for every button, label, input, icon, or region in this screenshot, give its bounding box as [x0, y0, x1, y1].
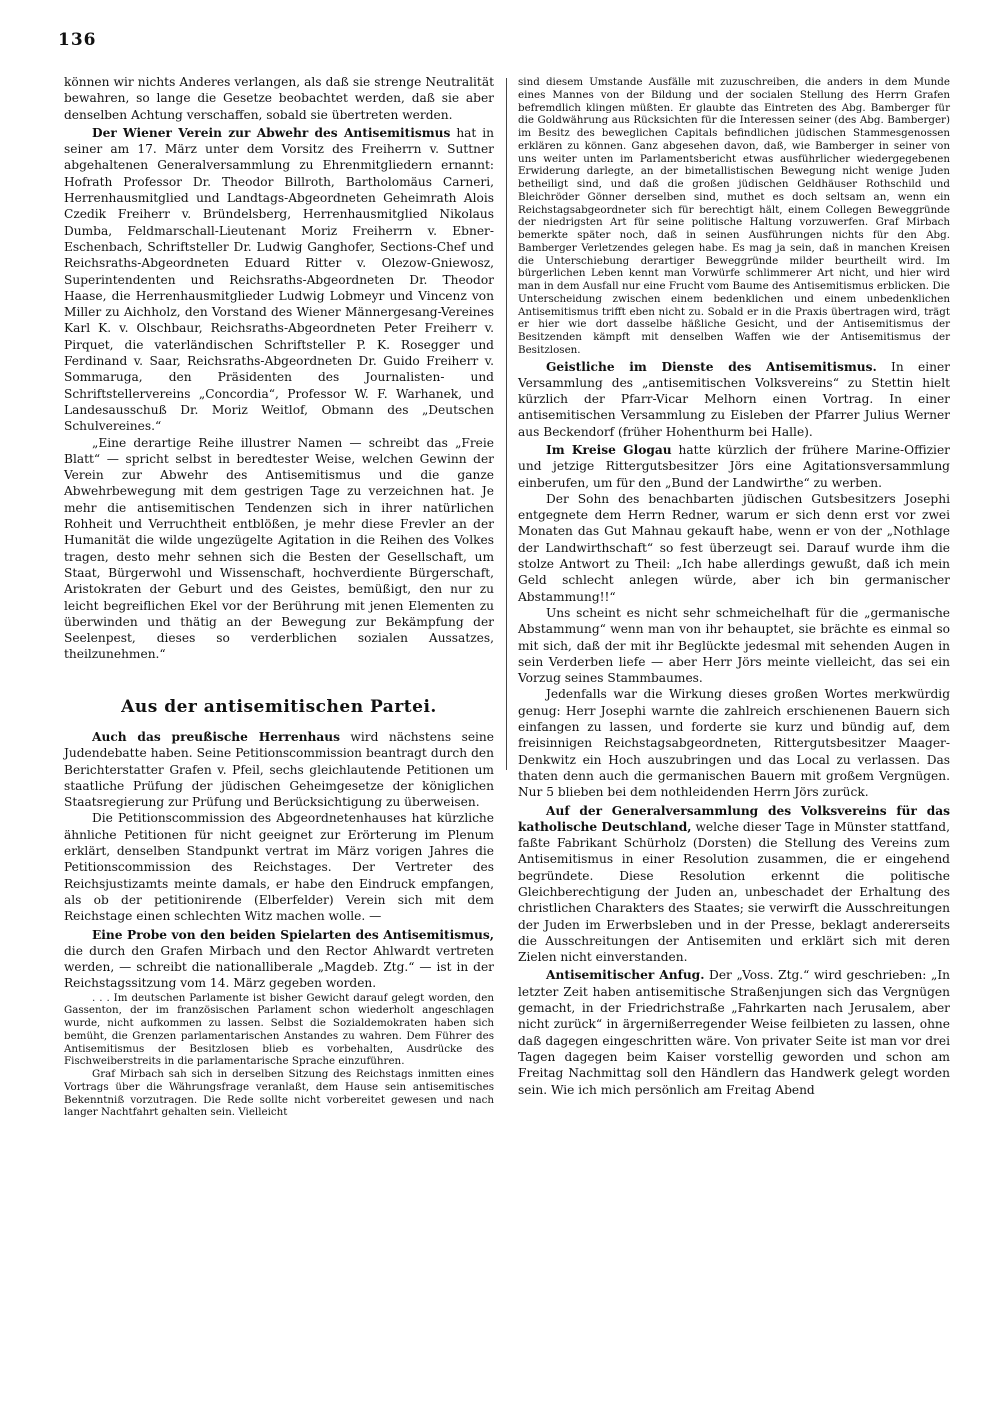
article-lead: Eine Probe von den beiden Spielarten des Antisemitismus,	[92, 927, 494, 942]
paragraph: Die Petitionscommission des Abgeordnetenhauses hat kürzliche ähnliche Petitionen für nicht geeignet zur Erörterung im Plenum erklärt, denselben Standpunkt vertrat im März vorigen Jahres die Petitionscommission des Reichstages. Der Vertreter des Reichsjustizamts meinte damals, er habe den Eindruck empfangen, als ob der petitionirende (Elberfelder) Verein sich mit dem Reichstage einen schlechten Witz machen wolle. —	[64, 811, 494, 924]
article-probe	[64, 927, 494, 992]
column-divider	[506, 78, 507, 770]
article-glogau	[518, 442, 950, 491]
article-herrenhaus	[64, 729, 494, 810]
article-text: hat in seiner am 17. März unter dem Vorsitz des Freiherrn v. Suttner abgehaltenen Generalversammlung zu Ehrenmitgliedern ernannt: Hofrath Professor Dr. Theodor Billroth, Bartholomäus Carneri, Herrenhausmitglied und Landtags-Abgeordneten Geheimrath Alois Czedik Freiherr v. Bründelsberg, Herrenhausmitglied Nikolaus Dumba, Feldmarschall-Lieutenant Moriz Freiherrn v. Ebner-Eschenbach, Schriftsteller Dr. Ludwig Ganghofer, Sections-Chef und Reichsraths-Abgeordneten Eduard Ritter v. Olezow-Gniewosz, Superintendenten und Reichsraths-Abgeordneten Dr. Theodor Haase, die Herrenhausmitglieder Ludwig Lobmeyr und Vincenz von Miller zu Aichholz, den Vorstand des Wiener Männergesang-Vereines Karl K. v. Olschbaur, Reichsraths-Abgeordneten Peter Freiherr v. Pirquet, die vaterländischen Schriftsteller P. K. Rosegger und Ferdinand v. Saar, Reichsraths-Abgeordneten Dr. Guido Freiherr v. Sommaruga, den Präsidenten des Journalisten- und Schriftstellervereins „Concordia“, Professor W. F. Warhanek, und Landesausschuß Dr. Moriz Weitlof, Obmann des „Deutschen Schulvereines.“	[64, 125, 494, 434]
article-wiener-verein	[64, 125, 494, 435]
right-column	[518, 76, 950, 1098]
paragraph: Der Sohn des benachbarten jüdischen Gutsbesitzers Josephi entgegnete dem Herrn Redner, warum er sich denn erst vor zwei Monaten das Gut Mahnau gekauft habe, wenn er von der „Nothlage der Landwirthschaft“ so fest überzeugt sei. Darauf wurde ihm die stolze Antwort zu Theil: „Ich habe allerdings gewußt, daß ich mein Geld schlecht anlegen würde, aber ich bin germanischer Abstammung!!“	[518, 491, 950, 604]
quote-paragraph: . . . Im deutschen Parlamente ist bisher Gewicht darauf gelegt worden, den Gassenton, der im französischen Parlament schon wiederholt angeschlagen wurde, nicht aufkommen zu lassen. Selbst die Sozialdemokraten haben sich bemüht, die Grenzen parlamentarischen Anstandes zu wahren. Dem Führer des Antisemitismus der Besitzlosen blieb es vorbehalten, Ausdrücke des Fischweiberstreits in die parlamentarische Sprache einzuführen.	[64, 991, 494, 1068]
article-lead: Auch das preußische Herrenhaus	[92, 729, 340, 744]
article-lead: Geistliche im Dienste des Antisemitismus.	[546, 359, 877, 374]
article-lead: Der Wiener Verein zur Abwehr des Antisemitismus	[92, 125, 451, 140]
paragraph: Uns scheint es nicht sehr schmeichelhaft für die „germanische Abstammung“ wenn man von ihr behauptet, sie brächte es einmal so mit sich, daß der mit ihr Beglückte jedesmal mit sehenden Augen in sein Verderben liefe — aber Herr Jörs meinte vielleicht, das sei ein Vorzug seines Stammbaumes.	[518, 605, 950, 686]
section-heading: Aus der antisemitischen Partei.	[121, 696, 437, 717]
article-lead: Auf der Generalversammlung des Volksvereins für das katholische Deutschland,	[518, 803, 950, 834]
quote-paragraph: Graf Mirbach sah sich in derselben Sitzung des Reichstags inmitten eines Vortrags über die Währungsfrage veranlaßt, dem Hause sein antisemitisches Bekenntniß vorzutragen. Die Rede sollte nicht vorbereitet gewesen und nach langer Nachtfahrt gehalten sein. Vielleicht	[64, 1068, 494, 1119]
article-text: Der „Voss. Ztg.“ wird geschrieben: „In letzter Zeit haben antisemitische Straßenjungen sich das Vergnügen gemacht, in der Friedrichstraße „Fahrkarten nach Jerusalem, aber nicht zurück“ in ärgernißerregender Weise feilbieten zu lassen, ohne daß dagegen eingeschritten wäre. Von privater Seite ist man vor drei Tagen dagegen beim Kaiser vorstellig geworden und schon am Freitag Nachmittag soll den Händlern das Handwerk gelegt worden sein. Wie ich mich persönlich am Freitag Abend	[518, 968, 950, 1097]
paragraph: können wir nichts Anderes verlangen, als daß sie strenge Neutralität bewahren, so lange die Gesetze beobachtet werden, daß sie aber denselben Achtung verschaffen, sobald sie übertreten werden.	[64, 75, 494, 122]
left-column	[64, 74, 494, 1119]
quote-paragraph: sind diesem Umstande Ausfälle mit zuzuschreiben, die anders in dem Munde eines Mannes von der Bildung und der socialen Stellung des Herrn Grafen befremdlich klingen müßten. Er glaubte das Eintreten des Abg. Bamberger für die Goldwährung aus Rücksichten für die Interessen seiner (des Abg. Bamberger) im Besitz des beweglichen Capitals befindlichen jüdischen Stammesgenossen erklären zu können. Ganz abgesehen davon, daß, wie Bamberger in seiner von uns weiter unten im Parlamentsbericht etwas ausführlicher wiedergegebenen Erwiderung darlegte, an der bimetallistischen Bewegung nicht wenige Juden betheiligt sind, und daß die großen jüdischen Geldhäuser Rothschild und Bleichröder Gönner derselben sind, muthet es doch seltsam an, wenn ein Reichstagsabgeordneter sich für berechtigt hält, einem Collegen Beweggründe der niedrigsten Art für seine politische Haltung vorzuwerfen. Graf Mirbach bemerkte später noch, daß in seinen Ausführungen nichts für den Abg. Bamberger Verletzendes gelegen habe. Es mag ja sein, daß in manchen Kreisen die Unterschiebung derartiger Beweggründe milder beurtheilt wird. Im bürgerlichen Leben kennt man Vorwürfe schlimmerer Art nicht, und hier wird man in dem Ausfall nur eine Frucht vom Baume des Antisemitismus erblicken. Die Unterscheidung zwischen einem bedenklichen und einem unbedenklichen Antisemitismus trifft eben nicht zu. Sobald er in die Praxis übertragen wird, trägt er hier wie dort dasselbe häßliche Gesicht, und der Antisemitismus der Besitzenden kämpft mit denselben Waffen wie der Antisemitismus der Besitzlosen.	[518, 76, 950, 356]
article-volksverein	[518, 803, 950, 966]
paragraph: Jedenfalls war die Wirkung dieses großen Wortes merkwürdig genug: Herr Josephi warnte die zahlreich erschienenen Bauern sich einfangen zu lassen, und forderte sie kurz und bündig auf, dem freisinnigen Reichstagsabgeordneten, Rittergutsbesitzer Maager-Denkwitz ein Hoch auszubringen und das Local zu verlassen. Das thaten denn auch die germanischen Bauern mit großem Vergnügen. Nur 5 blieben bei dem nothleidenden Herrn Jörs zurück.	[518, 687, 950, 800]
article-lead: Im Kreise Glogau	[546, 442, 672, 457]
article-geistliche	[518, 359, 950, 440]
article-anfug	[518, 967, 950, 1097]
article-text: In einer Versammlung des „antisemitischen Volksvereins“ zu Stettin hielt kürzlich der Pfarr-Vicar Melhorn einen Vortrag. In einer antisemitischen Versammlung zu Eisleben der Pfarrer Julius Werner aus Beckendorf (früher Hohenthurm bei Halle).	[518, 359, 950, 439]
article-text: die durch den Grafen Mirbach und den Rector Ahlwardt vertreten werden, — schreibt die nationalliberale „Magdeb. Ztg.“ — ist in der Reichstagssitzung vom 14. März gegeben worden.	[64, 943, 494, 991]
article-text: hatte kürzlich der frühere Marine-Offizier und jetzige Rittergutsbesitzer Jörs eine Agitationsversammlung einberufen, um für den „Bund der Landwirthe“ zu werben.	[518, 442, 950, 490]
page-number: 136	[58, 30, 97, 50]
article-text: welche dieser Tage in Münster stattfand, faßte Fabrikant Schürholz (Dorsten) die Stellung des Vereins zum Antisemitismus in einer Resolution zusammen, die er eingehend begründete. Diese Resolution erkennt die politische Gleichberechtigung der Juden an, unbeschadet der Erhaltung des christlichen Charakters des Staates; sie verwirft die Ausschreitungen der Juden im Erwerbsleben und in der Presse, beklagt andererseits die Ausschreitungen der Antisemiten und erklärt sich mit deren Zielen nicht einverstanden.	[518, 819, 950, 965]
article-lead: Antisemitischer Anfug.	[546, 968, 705, 983]
paragraph: „Eine derartige Reihe illustrer Namen — schreibt das „Freie Blatt“ — spricht selbst in beredtester Weise, welchen Gewinn der Verein zur Abwehr des Antisemitismus und die ganze Abwehrbewegung mit dem gestrigen Tage zu verzeichnen hat. Je mehr die antisemitischen Tendenzen sich in ihrer natürlichen Rohheit und Verruchtheit entblößen, je mehr diese Frevler an der Humanität die wilde ungezügelte Agitation in die Reihen des Volkes tragen, desto mehr sehnen sich die Besten der Gesellschaft, um Staat, Bürgerwohl und Wissenschaft, hochverdiente Bürgerschaft, Aristokraten der Geburt und des Geistes, bemüßigt, den nur zu leicht begreiflichen Ekel vor der Berührung mit jenen Elementen zu überwinden und thätig an der Bewegung zur Bekämpfung der Seelenpest, dieses so verderblichen sozialen Aussatzes, theilzunehmen.“	[64, 435, 494, 662]
article-text: wird nächstens seine Judendebatte haben. Seine Petitionscommission beantragt durch den Berichterstatter Grafen v. Pfeil, sechs gleichlautende Petitionen um staatliche Prüfung der jüdischen Geheimgesetze der königlichen Staatsregierung zur Prüfung und Berücksichtigung zu überweisen.	[64, 729, 494, 810]
